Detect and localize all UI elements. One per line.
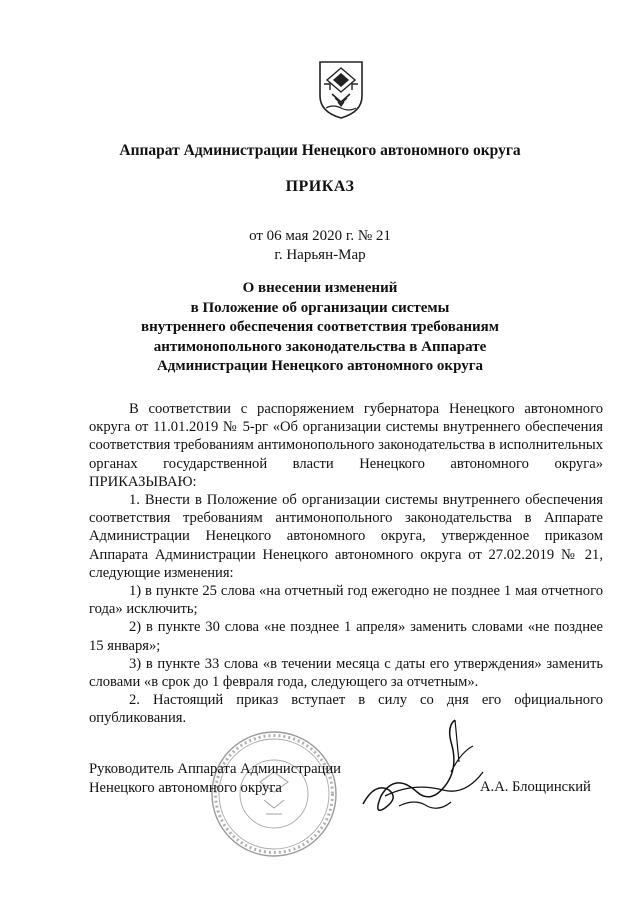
title-line: Администрации Ненецкого автономного округа [156, 358, 484, 374]
paragraph-item-2: 2. Настоящий приказ вступает в силу со дня его официального опубликования. [89, 692, 603, 727]
signatory-position [89, 760, 341, 798]
organization-name: Аппарат Администрации Ненецкого автономного округа [119, 142, 521, 159]
document-body [89, 400, 603, 728]
title-line: антимонопольного законодательства в Аппарате [153, 338, 487, 355]
title-line: О внесении изменений [242, 280, 398, 296]
title-line: внутреннего обеспечения соответствия требованиям [141, 319, 499, 335]
signatory-position-line: Ненецкого автономного округа [89, 780, 282, 796]
paragraph-subitem-3: 3) в пункте 33 слова «в течении месяца с даты его утверждения» заменить словами «в срок до 1 февраля года, следующего за отчетным». [89, 655, 603, 691]
date-number: от 06 мая 2020 г. № 21 [249, 228, 391, 244]
document-type: ПРИКАЗ [285, 178, 355, 195]
city: г. Нарьян-Мар [274, 247, 366, 263]
signatory-name: А.А. Блощинский [480, 779, 591, 795]
signatory-position-line: Руководитель Аппарата Администрации [89, 761, 341, 777]
paragraph-preamble: В соответствии с распоряжением губернатора Ненецкого автономного округа от 11.01.2019 № 5-рг «Об организации системы внутреннего обеспечения соответствия требованиям антимонопольного законодательства в исполнительных органах государственной власти Ненецкого автономного округа» ПРИКАЗЫВАЮ: [89, 401, 604, 490]
paragraph-subitem-1: 1) в пункте 25 слова «на отчетный год ежегодно не позднее 1 мая отчетного года» исключить; [89, 583, 603, 618]
coat-of-arms-icon [318, 60, 364, 120]
paragraph-item-1: 1. Внести в Положение об организации системы внутреннего обеспечения соответствия требованиям антимонопольного законодательства в Аппарате Администрации Ненецкого автономного округа, утвержденное приказом Аппарата Администрации Ненецкого автономного округа от 27.02.2019 № 21, следующие изменения: [89, 492, 603, 581]
document-title [60, 279, 580, 377]
title-line: в Положение об организации системы [190, 299, 450, 316]
paragraph-subitem-2: 2) в пункте 30 слова «не позднее 1 апреля» заменить словами «не позднее 15 января»; [89, 619, 603, 654]
handwritten-signature-icon [355, 712, 495, 822]
